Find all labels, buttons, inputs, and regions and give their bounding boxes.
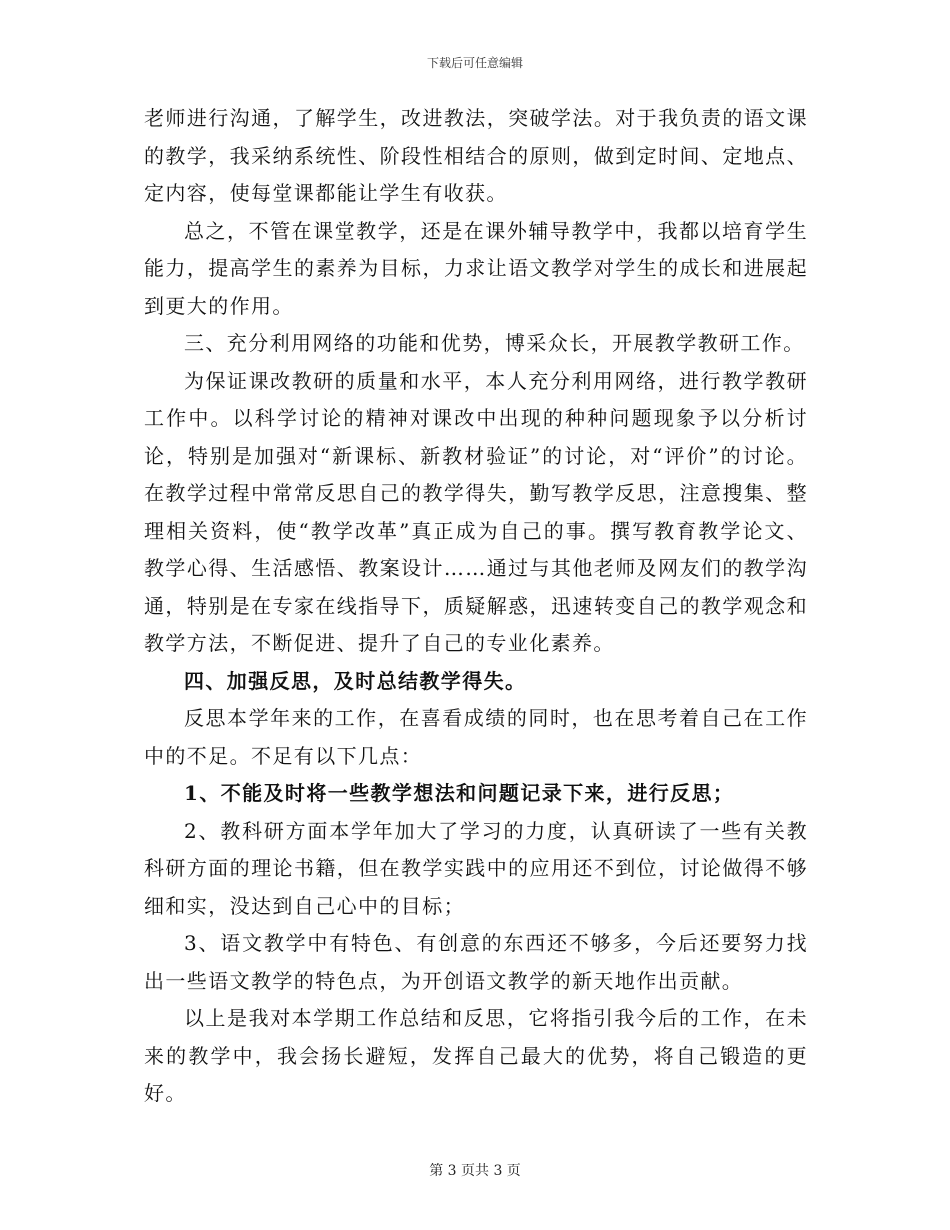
paragraph-4: 为保证课改教研的质量和水平，本人充分利用网络，进行教学教研工作中。以科学讨论的精神对课改中出现的种种问题现象予以分析讨论，特别是加强对“新课标、新教材验证”的讨论，对“评价”的讨论。在教学过程中常常反思自己的教学得失，勤写教学反思，注意搜集、整理相关资料，使“教学改革”真正成为自己的事。撰写教育教学论文、教学心得、生活感悟、教案设计……通过与其他老师及网友们的教学沟通，特别是在专家在线指导下，质疑解惑，迅速转变自己的教学观念和教学方法，不断促进、提升了自己的专业化素养。 bbox=[144, 368, 808, 655]
paragraph-1: 老师进行沟通，了解学生，改进教法，突破学法。对于我负责的语文课的教学，我采纳系统性、阶段性相结合的原则，做到定时间、定地点、定内容，使每堂课都能让学生有收获。 bbox=[144, 106, 808, 205]
section-heading-3: 三、充分利用网络的功能和优势，博采众长，开展教学教研工作。 bbox=[184, 331, 805, 355]
shortcoming-3: 3、语文教学中有特色、有创意的东西还不够多，今后还要努力找出一些语文教学的特色点，为开创语文教学的新天地作出贡献。 bbox=[144, 931, 808, 993]
shortcoming-1: 1、不能及时将一些教学想法和问题记录下来，进行反思； bbox=[184, 781, 735, 805]
section-heading-4: 四、加强反思，及时总结教学得失。 bbox=[184, 668, 527, 693]
document-body bbox=[144, 100, 808, 1113]
closing-paragraph: 以上是我对本学期工作总结和反思，它将指引我今后的工作，在未来的教学中，我会扬长避短，发挥自己最大的优势，将自己锻造的更好。 bbox=[144, 1006, 808, 1105]
page-header: 下载后可任意编辑 bbox=[426, 56, 523, 70]
paragraph-2: 总之，不管在课堂教学，还是在课外辅导教学中，我都以培育学生能力，提高学生的素养为目标，力求让语文教学对学生的成长和进展起到更大的作用。 bbox=[144, 218, 808, 318]
paragraph-6: 反思本学年来的工作，在喜看成绩的同时，也在思考着自己在工作中的不足。不足有以下几点： bbox=[144, 706, 808, 768]
page-footer: 第 3 页共 3 页 bbox=[429, 1163, 521, 1179]
shortcoming-2: 2、教科研方面本学年加大了学习的力度，认真研读了一些有关教科研方面的理论书籍，但在教学实践中的应用还不到位，讨论做得不够细和实，没达到自己心中的目标； bbox=[144, 818, 808, 918]
